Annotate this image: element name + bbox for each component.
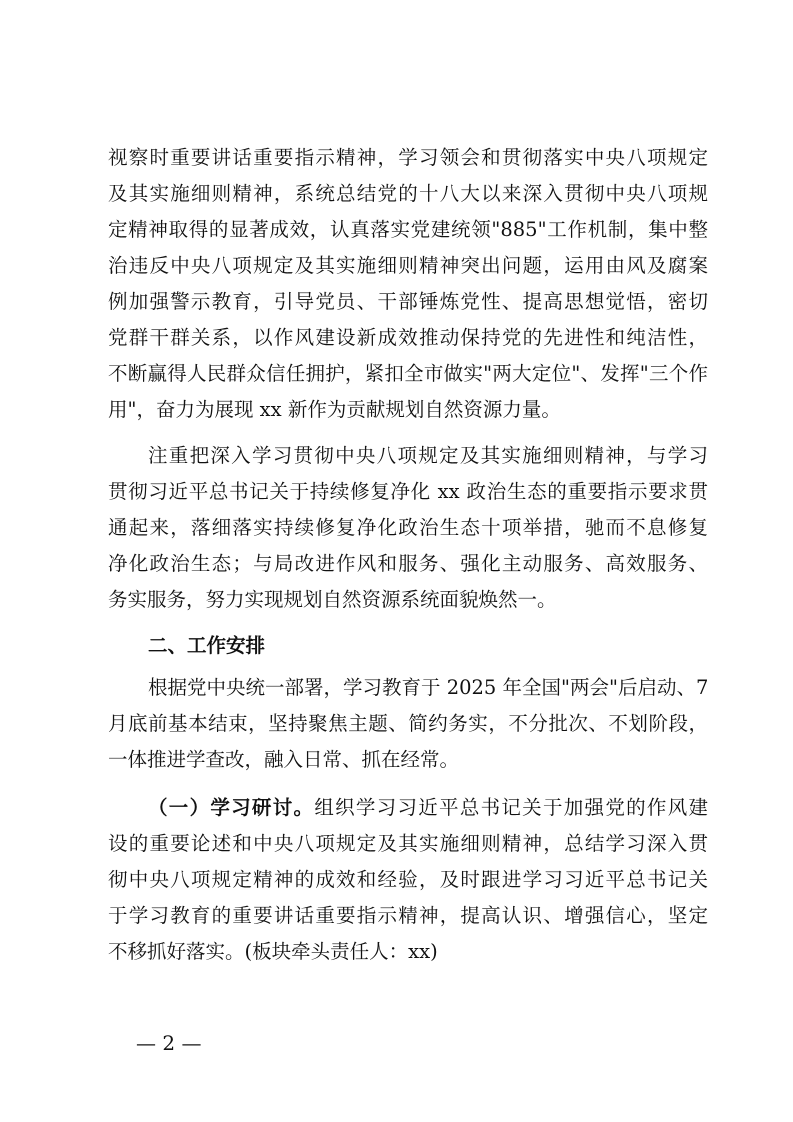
paragraph-line: 党群干群关系，以作风建设新成效推动保持党的先进性和纯洁性， <box>108 326 708 349</box>
paragraph-line: 及其实施细则精神，系统总结党的十八大以来深入贯彻中央八项规 <box>108 182 708 205</box>
paragraph-first-line <box>148 792 708 824</box>
paragraph-line: 务实服务，努力实现规划自然资源系统面貌焕然一。 <box>108 588 557 611</box>
paragraph-line: 视察时重要讲话重要指示精神，学习领会和贯彻落实中央八项规定 <box>108 146 708 169</box>
paragraph-line: 通起来，落细落实持续修复净化政治生态十项举措，驰而不息修复 <box>108 516 708 539</box>
paragraph-line: 用"，奋力为展现 xx 新作为贡献规划自然资源力量。 <box>108 398 561 421</box>
paragraph-line: 例加强警示教育，引导党员、干部锤炼党性、提高思想觉悟，密切 <box>108 290 708 313</box>
paragraph-line: 定精神取得的显著成效，认真落实党建统领"885"工作机制，集中整 <box>108 218 708 241</box>
paragraph-line: 设的重要论述和中央八项规定及其实施细则精神，总结学习深入贯 <box>108 832 708 855</box>
subsection-lead: （一）学习研讨。 <box>148 796 315 819</box>
paragraph-line: 贯彻习近平总书记关于持续修复净化 xx 政治生态的重要指示要求贯 <box>108 480 708 503</box>
paragraph-line: 根据党中央统一部署，学习教育于 2025 年全国"两会"后启动、7 <box>148 676 709 699</box>
paragraph-line: 注重把深入学习贯彻中央八项规定及其实施细则精神，与学习 <box>148 444 708 467</box>
paragraph-line: 不断赢得人民群众信任拥护，紧扣全市做实"两大定位"、发挥"三个作 <box>108 362 708 385</box>
paragraph-line: 净化政治生态；与局改进作风和服务、强化主动服务、高效服务、 <box>108 552 708 575</box>
paragraph-line: 彻中央八项规定精神的成效和经验，及时跟进学习习近平总书记关 <box>108 868 708 891</box>
paragraph-text: 组织学习习近平总书记关于加强党的作风建 <box>314 796 708 819</box>
paragraph-line: 月底前基本结束，坚持聚焦主题、简约务实，不分批次、不划阶段， <box>108 712 708 735</box>
paragraph-line: 于学习教育的重要讲话重要指示精神，提高认识、增强信心，坚定 <box>108 904 708 927</box>
section-heading: 二、工作安排 <box>148 634 266 657</box>
paragraph-line: 治违反中央八项规定及其实施细则精神突出问题，运用由风及腐案 <box>108 254 708 277</box>
page-number: — 2 — <box>136 1031 202 1055</box>
paragraph-line: 一体推进学查改，融入日常、抓在经常。 <box>108 748 460 771</box>
paragraph-line: 不移抓好落实。(板块牵头责任人：xx) <box>108 940 438 963</box>
